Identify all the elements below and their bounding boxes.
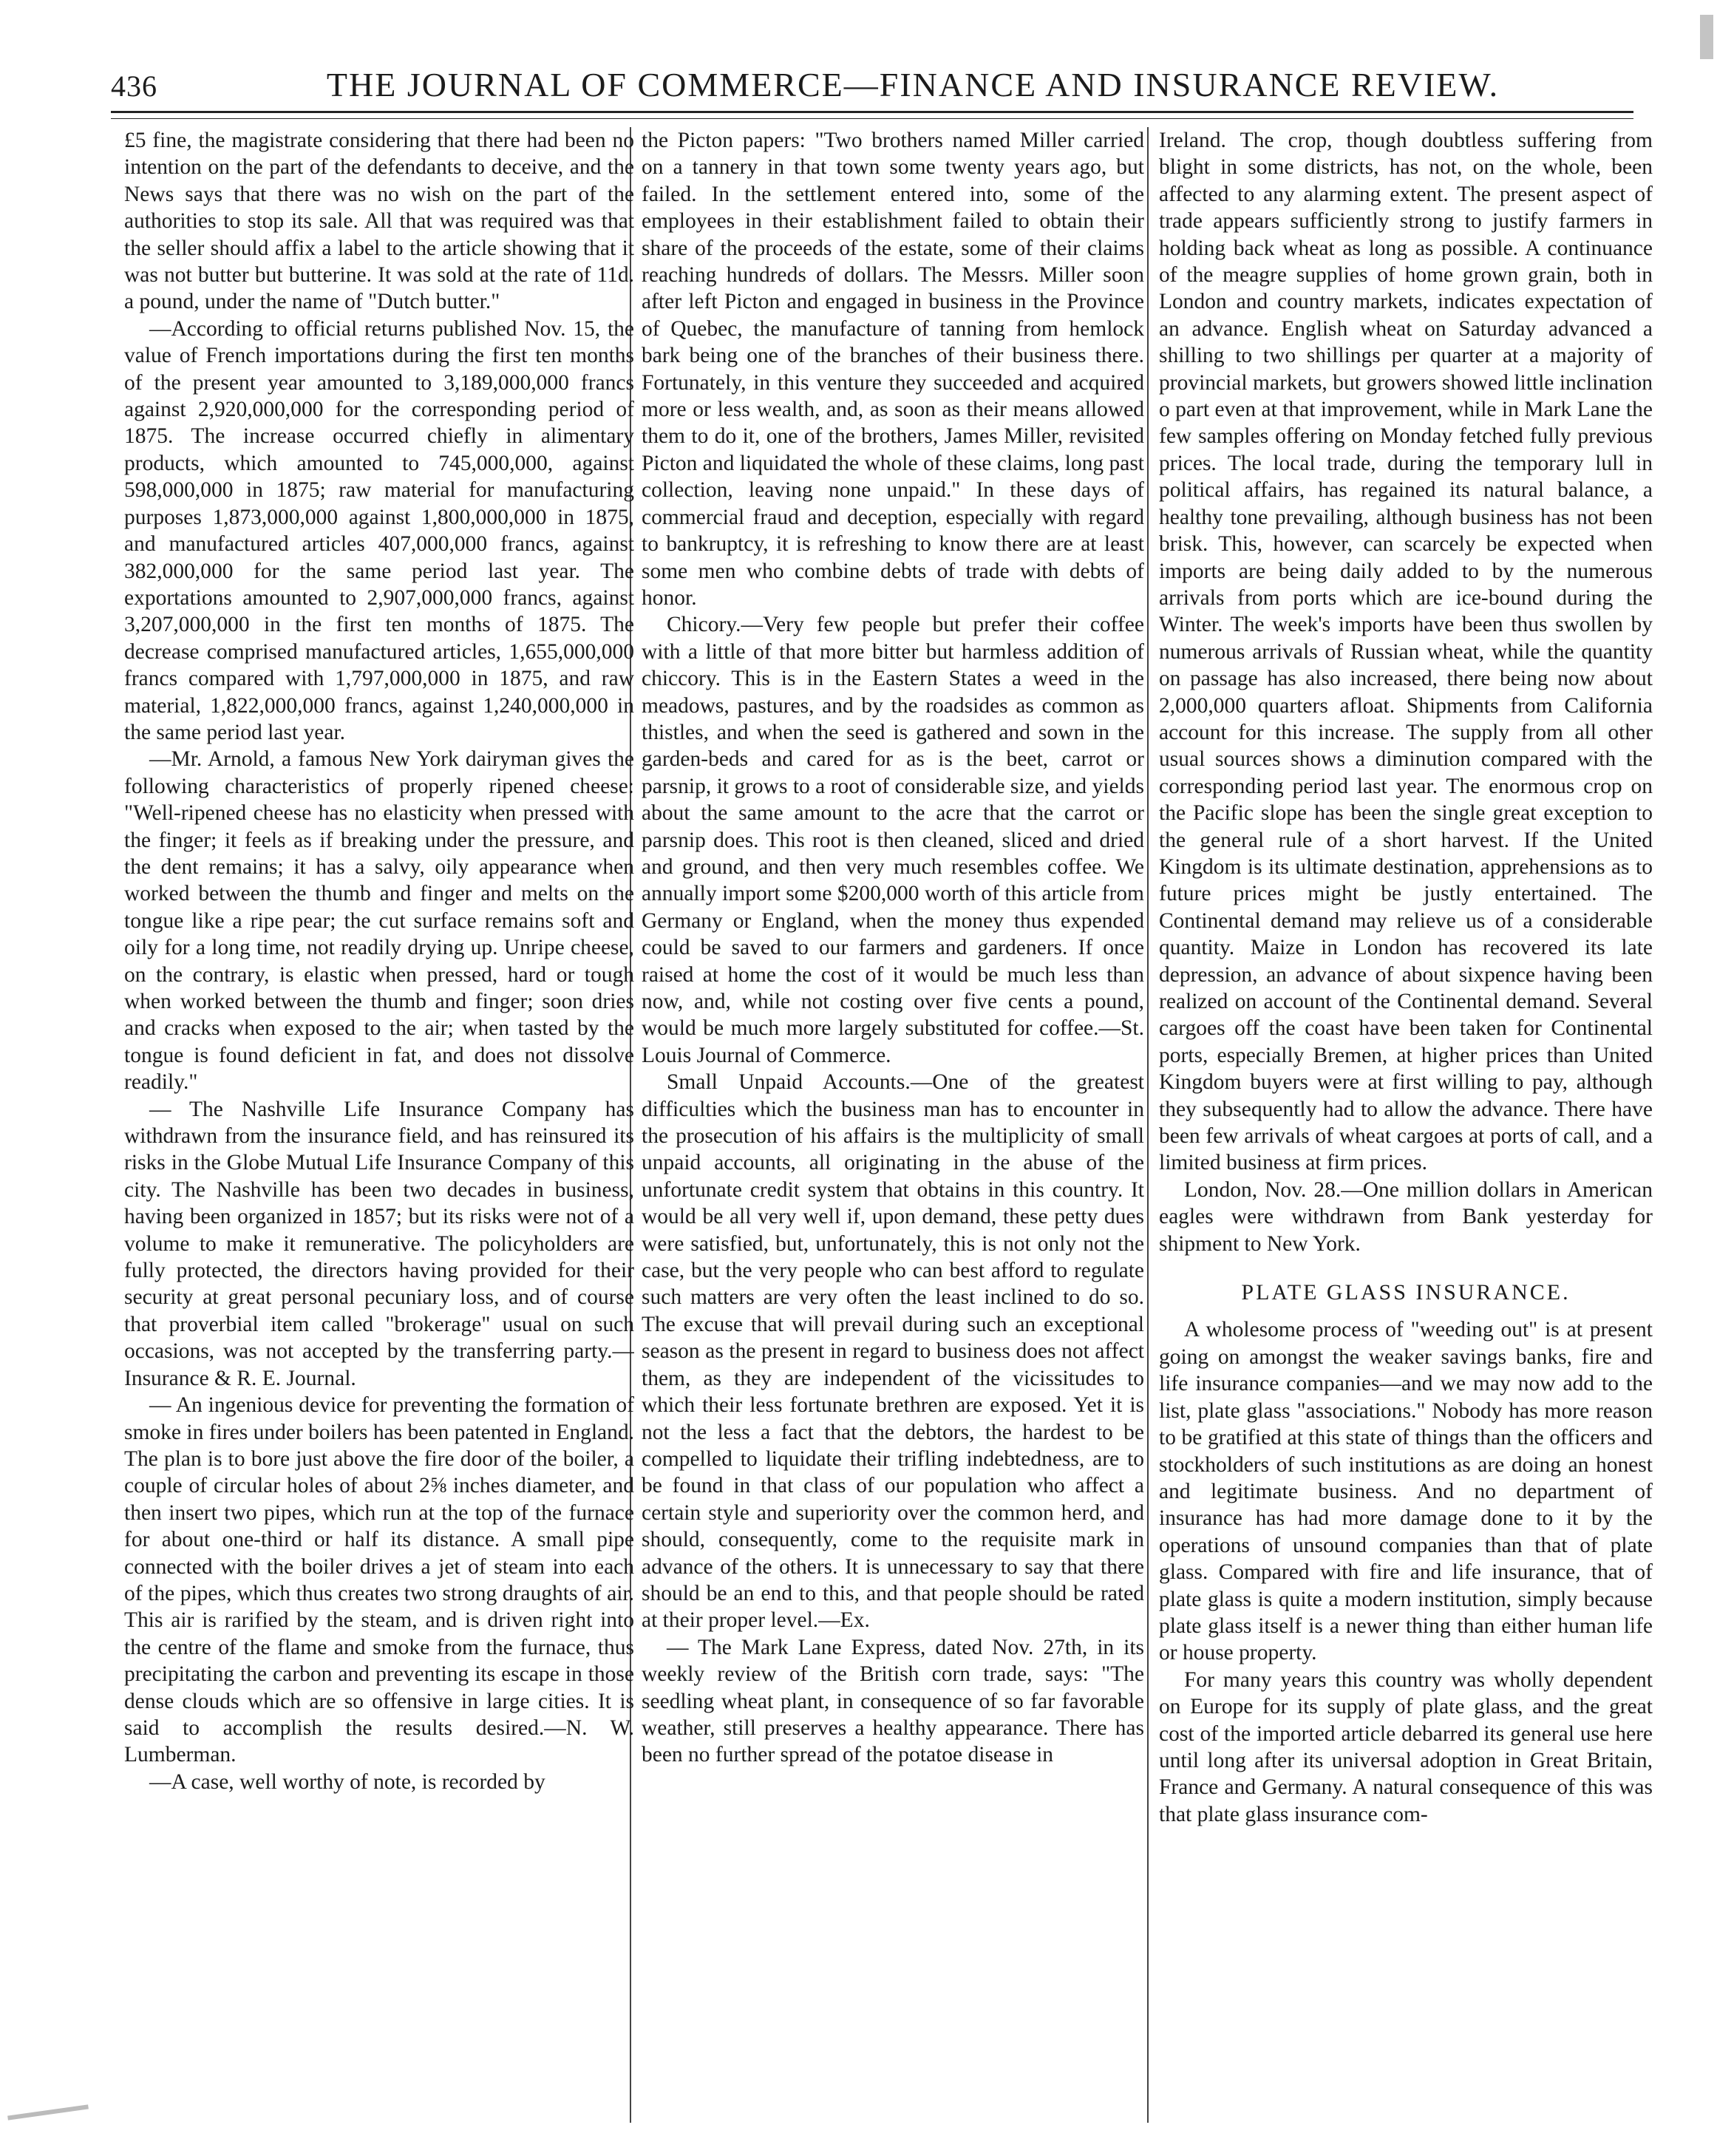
scan-speck-bottom-left	[7, 2104, 89, 2120]
column-2	[642, 127, 1144, 2130]
paragraph-case-note: —A case, well worthy of note, is recorded by	[149, 1769, 545, 1794]
page-number: 436	[111, 69, 157, 103]
paragraph-french-imports: —According to official returns published Nov. 15, the value of French importations during the first ten months of the present year amounted to 3,189,000,000 francs against 2,920,000,000 for the corresponding period of 1875. The increase occurred chiefly in alimentary products, which amounted to 745,000,000, against 598,000,000 in 1875; raw material for manufacturing purposes 1,873,000,000 against 1,800,000,000 in 1875, and manufactured articles 407,000,000 francs, against 382,000,000 for the same period last year. The exportations amounted to 2,907,000,000 francs, against 3,207,000,000 in the first ten months of 1875. The decrease comprised manufactured articles, 1,655,000,000 francs compared with 1,797,000,000 in 1875, and raw material, 1,822,000,000 francs, against 1,240,000,000 in the same period last year.	[124, 316, 634, 744]
paragraph-picton-tannery: the Picton papers: "Two brothers named Miller carried on a tannery in that town some twenty years ago, but failed. In the settlement entered into, some of the employees in their establishment failed to obtain their share of the proceeds of the estate, some of their claims reaching hundreds of dollars. The Messrs. Miller soon after left Picton and engaged in business in the Province of Quebec, the manufacture of tanning from hemlock bark being one of the branches of their business there. Fortunately, in this venture they succeeded and acquired more or less wealth, and, as soon as their means allowed them to do it, one of the brothers, James Miller, revisited Picton and liquidated the whole of these claims, long past collection, leaving none unpaid." In these days of commercial fraud and deception, especially with regard to bankruptcy, it is refreshing to know there are at least some men who combine debts of trade with debts of honor.	[642, 129, 1144, 610]
paragraph-ireland-crop: Ireland. The crop, though doubtless suffering from blight in some districts, has not, on the whole, been affected to any alarming extent. The present aspect of trade appears sufficiently strong to justify farmers in holding back wheat as long as possible. A continuance of the meagre supplies of home grown grain, both in London and country markets, indicates expectation of an advance. English wheat on Saturday advanced a shilling to two shillings per quarter at a majority of provincial markets, but growers showed little inclination o part even at that improvement, while in Mark Lane the few samples offering on Monday fetched fully previous prices. The local trade, during the temporary lull in political affairs, has regained its natural balance, a healthy tone prevailing, although business has not been brisk. This, however, can scarcely be expected when imports are being daily added to by the numerous arrivals from ports which are ice-bound during the Winter. The week's imports have been thus swollen by numerous arrivals of Russian wheat, while the quantity on passage has also increased, there being now about 2,000,000 quarters afloat. Shipments from California account for this increase. The supply from all other usual sources shows a diminution compared with the corresponding period last year. The enormous crop on the Pacific slope has been the single great exception to the general rule of a short harvest. If the United Kingdom is its ultimate destination, apprehensions as to future prices might be justly entertained. The Continental demand may relieve us of a considerable quantity. Maize in London has recovered its late depression, an advance of about sixpence having been realized on account of the Continental demand. Several cargoes off the coast have been taken for Continental ports, especially Bremen, at higher prices than United Kingdom buyers were at first willing to pay, although they subsequently had to allow the advance. There have been few arrivals of wheat cargoes at ports of call, and a limited business at firm prices.	[1159, 129, 1653, 1175]
header-rule-thin	[111, 118, 1633, 119]
paragraph-chicory: Chicory.—Very few people but prefer their coffee with a little of that more bitter but harmless addition of chiccory. This is in the Eastern States a weed in the meadows, pastures, and by the roadsides as common as thistles, and when the seed is gathered and sown in the garden-beds and cared for as is the beet, carrot or parsnip, it grows to a root of considerable size, and yields about the same amount to the acre that the carrot or parsnip does. This root is then cleaned, sliced and dried and ground, and then very much resembles coffee. We annually import some $200,000 worth of this article from Germany or England, when the money thus expended could be saved to our farmers and gardeners. If once raised at home the cost of it would be much less than now, and, while not costing over five cents a pound, would be much more largely substituted for coffee.—St. Louis Journal of Commerce.	[642, 613, 1144, 1067]
header-rule-thick	[111, 111, 1633, 113]
page-header	[111, 65, 1633, 106]
column-divider-2	[1147, 127, 1149, 2123]
column-3	[1159, 127, 1653, 2130]
paragraph-ripened-cheese: —Mr. Arnold, a famous New York dairyman gives the following characteristics of properly ripened cheese: "Well-ripened cheese has no elasticity when pressed with the finger; it feels as if breaking under the pressure, and the dent remains; it has a salvy, oily appearance when worked between the thumb and finger and melts on the tongue like a ripe pear; the cut surface remains soft and oily for a long time, not readily drying up. Unripe cheese, on the contrary, is elastic when pressed, hard or tough when worked between the thumb and finger; soon dries and cracks when exposed to the air; when tasted by the tongue is found deficient in fat, and does not dissolve readily."	[124, 747, 634, 1095]
paragraph-smoke-device: — An ingenious device for preventing the formation of smoke in fires under boilers has been patented in England. The plan is to bore just above the fire door of the boiler, a couple of circular holes of about 2⅝ inches diameter, and then insert two pipes, which run at the top of the furnace for about one-third or half its distance. A small pipe connected with the boiler drives a jet of steam into each of the pipes, which thus creates two strong draughts of air. This air is rarified by the steam, and is driven right into the centre of the flame and smoke from the furnace, thus precipitating the carbon and preventing its escape in those dense clouds which are so offensive in large cities. It is said to accomplish the results desired.—N. W. Lumberman.	[124, 1393, 634, 1767]
paragraph-weeding-out: A wholesome process of "weeding out" is at present going on amongst the weaker savings banks, fire and life insurance companies—and we may now add to the list, plate glass "associations." Nobody has more reason to be gratified at this state of things than the officers and stockholders of such institutions as are doing an honest and legitimate business. And no department of insurance has had more damage done to it by the operations of unsound companies than that of plate glass. Compared with fire and life insurance, that of plate glass is quite a modern institution, simply because plate glass itself is a newer thing than either human life or house property.	[1159, 1318, 1653, 1665]
paragraph-europe-supply: For many years this country was wholly dependent on Europe for its supply of plate glass, and the great cost of the imported article debarred its general use here until long after its universal adoption in Great Britain, France and Germany. A natural consequence of this was that plate glass insurance com-	[1159, 1667, 1653, 1826]
paragraph-nashville-life: — The Nashville Life Insurance Company has withdrawn from the insurance field, and has reinsured its risks in the Globe Mutual Life Insurance Company of this city. The Nashville has been two decades in business, having been organized in 1857; but its risks were not of a volume to make it remunerative. The policyholders are fully protected, the directors having provided for their security at great personal pecuniary loss, and of course that proverbial item called "brokerage" usual on such occasions, was not accepted by the transferring party.—Insurance & R. E. Journal.	[124, 1097, 634, 1390]
section-title-plate-glass: PLATE GLASS INSURANCE.	[1241, 1280, 1571, 1305]
paragraph-butterine: £5 fine, the magistrate considering that there had been no intention on the part of the defendants to deceive, and the News says that there was no wish on the part of the authorities to stop its sale. All that was required was that the seller should affix a label to the article showing that it was not butter but butterine. It was sold at the rate of 11d. a pound, under the name of "Dutch butter."	[124, 129, 634, 314]
journal-title: THE JOURNAL OF COMMERCE—FINANCE AND INSURANCE REVIEW.	[326, 66, 1500, 103]
column-1	[124, 127, 634, 2130]
paragraph-mark-lane-express: — The Mark Lane Express, dated Nov. 27th, in its weekly review of the British corn trade, says: "The seedling wheat plant, in consequence of so far favorable weather, still preserves a healthy appearance. There has been no further spread of the potatoe disease in	[642, 1635, 1144, 1767]
paragraph-london-eagles: London, Nov. 28.—One million dollars in American eagles were withdrawn from Bank yesterday for shipment to New York.	[1159, 1177, 1653, 1256]
scan-speck-top-right	[1700, 15, 1713, 59]
paragraph-small-unpaid-accounts: Small Unpaid Accounts.—One of the greatest difficulties which the business man has to encounter in the prosecution of his affairs is the multiplicity of small unpaid accounts, all originating in the abuse of the unfortunate credit system that obtains in this country. It would be all very well if, upon demand, these petty dues were satisfied, but, unfortunately, this is not only not the case, but the very people who can best afford to regulate such matters are very often the least inclined to do so. The excuse that will prevail during such an exceptional season as the present in regard to business does not affect them, as they are independent of the vicissitudes to which their less fortunate brethren are exposed. Yet it is not the less a fact that the debtors, the hardest to be compelled to liquidate their trifling indebtedness, are to be found in that class of our population who affect a certain style and superiority over the common herd, and should, consequently, come to the requisite mark in advance of the others. It is unnecessary to say that there should be an end to this, and that people should be rated at their proper level.—Ex.	[642, 1070, 1144, 1633]
